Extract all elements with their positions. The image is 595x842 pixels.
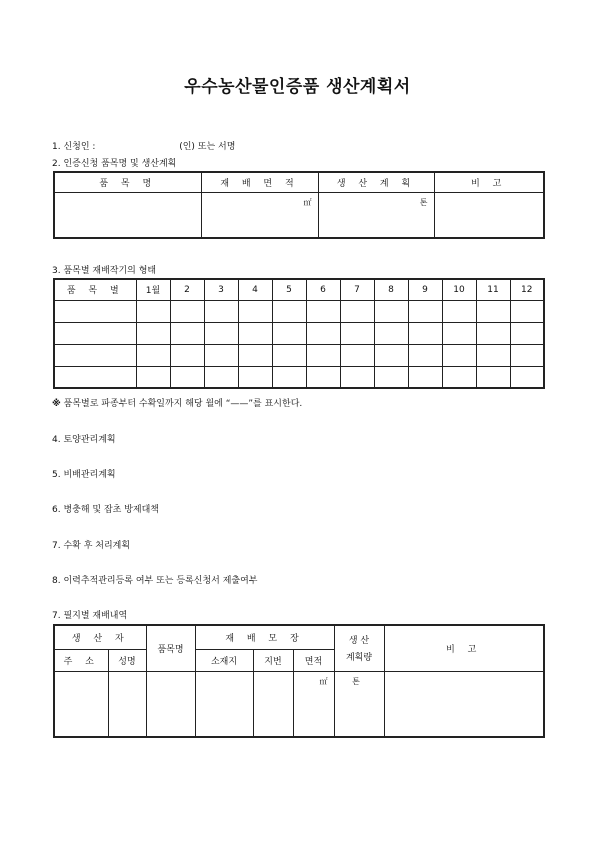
header-month: 3 [204, 279, 238, 300]
address-cell[interactable] [54, 671, 108, 737]
applicant-label: 1. 신청인 : [52, 142, 96, 152]
header-area: 면적 [293, 649, 334, 671]
note-text: 품목별로 파종부터 수확일까지 해당 월에 “——”를 표시한다. [63, 399, 303, 409]
header-month: 11 [476, 279, 510, 300]
area-cell[interactable]: ㎡ [201, 192, 318, 238]
header-production-plan [334, 625, 384, 671]
header-item-name: 품 목 명 [54, 172, 201, 192]
header-lot-number: 지번 [253, 649, 293, 671]
page-title: 우수농산물인증품 생산계획서 [184, 77, 411, 97]
table-header-row [54, 625, 544, 649]
table-header-row [54, 279, 544, 300]
section-3-heading: 3. 품목별 재배작기의 형태 [52, 266, 157, 276]
header-remarks: 비 고 [384, 625, 544, 671]
header-production-plan: 생 산 계 획 [318, 172, 434, 192]
header-month: 1월 [136, 279, 170, 300]
section-2-heading: 2. 인증신청 품목명 및 생산계획 [52, 159, 177, 169]
section-7b-heading: 7. 필지별 재배내역 [52, 611, 128, 621]
table-row [54, 192, 544, 238]
table-row [54, 322, 544, 344]
header-name: 성명 [108, 649, 146, 671]
header-month: 9 [408, 279, 442, 300]
item-cell[interactable] [146, 671, 195, 737]
header-month: 6 [306, 279, 340, 300]
cropping-schedule-table [53, 278, 545, 389]
header-month: 5 [272, 279, 306, 300]
remarks-cell[interactable] [434, 192, 544, 238]
remarks-cell[interactable] [384, 671, 544, 737]
section-4-heading: 4. 토양관리계획 [52, 435, 116, 445]
header-month: 8 [374, 279, 408, 300]
table-row [54, 344, 544, 366]
header-address: 주 소 [54, 649, 108, 671]
header-remarks: 비 고 [434, 172, 544, 192]
section-5-heading: 5. 비배관리계획 [52, 470, 116, 480]
header-month: 2 [170, 279, 204, 300]
production-cell[interactable]: 톤 [334, 671, 384, 737]
header-month: 10 [442, 279, 476, 300]
lot-number-cell[interactable] [253, 671, 293, 737]
header-cultivation-place: 재 배 모 장 [195, 625, 334, 649]
section-6-heading: 6. 병충해 및 잡초 방제대책 [52, 505, 159, 515]
header-item-name: 품목명 [146, 625, 195, 671]
section-8-heading: 8. 이력추적관리등록 여부 또는 등록신청서 제출여부 [52, 576, 258, 586]
location-cell[interactable] [195, 671, 253, 737]
table-row [54, 300, 544, 322]
name-cell[interactable] [108, 671, 146, 737]
header-cultivation-area: 재 배 면 적 [201, 172, 318, 192]
header-month: 12 [510, 279, 544, 300]
header-producer: 생 산 자 [54, 625, 146, 649]
item-name-cell[interactable] [54, 192, 201, 238]
parcel-cultivation-table [53, 624, 545, 738]
header-production-plan-line2: 계획량 [345, 653, 373, 664]
applicant-line [52, 139, 235, 152]
header-month: 4 [238, 279, 272, 300]
area-cell[interactable]: ㎡ [293, 671, 334, 737]
table-header-row [54, 172, 544, 192]
table-row [54, 671, 544, 737]
schedule-note [52, 396, 302, 409]
section-7-heading: 7. 수확 후 처리계획 [52, 541, 131, 551]
header-item: 품 목 별 [54, 279, 136, 300]
seal-or-signature-label: (인) 또는 서명 [179, 142, 236, 152]
item-production-plan-table [53, 171, 545, 239]
header-production-plan-line1: 생 산 [348, 636, 370, 647]
table-row [54, 366, 544, 388]
header-location: 소재지 [195, 649, 253, 671]
production-cell[interactable]: 톤 [318, 192, 434, 238]
header-month: 7 [340, 279, 374, 300]
note-mark: ※ [52, 399, 61, 409]
